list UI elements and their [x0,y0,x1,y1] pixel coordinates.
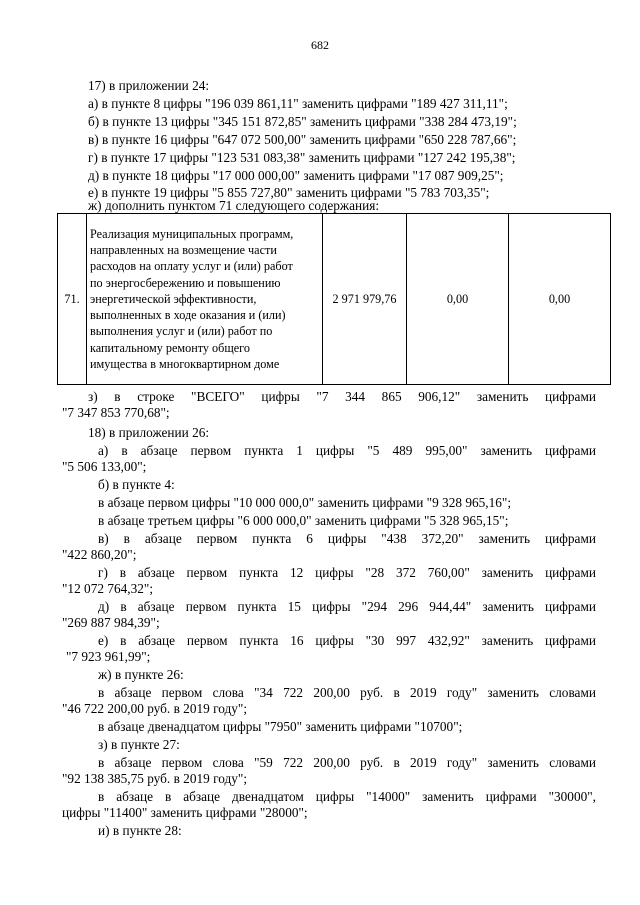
amendment-item: д) в пункте 18 цифры "17 000 000,00" заменить цифрами "17 087 909,25"; [88,168,504,183]
amendment-item: "422 860,20"; [62,547,137,562]
amendment-item: ж) дополнить пунктом 71 следующего содержания: [88,198,380,213]
row-number-cell: 71. [58,214,87,385]
amendment-item: в абзаце третьем цифры "6 000 000,0" заменить цифрами "5 328 965,15"; [98,513,509,528]
amendment-table [57,213,611,385]
row-value-cell: 0,00 [509,214,611,385]
vsego-line: "7 347 853 770,68"; [62,405,170,420]
row-value-cell: 0,00 [407,214,509,385]
row-name-line: расходов на оплату услуг и (или) работ [90,259,293,274]
row-name-line: имущества в многоквартирном доме [90,356,280,371]
amendment-item: е) в абзаце первом пункта 16 цифры "30 997 432,92" заменить цифрами [98,633,596,648]
amendment-item: цифры "11400" заменить цифрами "28000"; [62,805,308,820]
amendment-heading-18: 18) в приложении 26: [88,425,210,440]
amendment-item: в) в пункте 16 цифры "647 072 500,00" заменить цифрами "650 228 787,66"; [88,132,517,147]
amendment-item: в абзаце первом слова "34 722 200,00 руб. в 2019 году" заменить словами [98,685,596,700]
amendment-item: "5 506 133,00"; [62,459,147,474]
row-name-line: направленных на возмещение части [90,243,277,258]
amendment-item: в) в абзаце первом пункта 6 цифры "438 372,20" заменить цифрами [98,531,596,546]
amendment-item: г) в абзаце первом пункта 12 цифры "28 372 760,00" заменить цифрами [98,565,596,580]
amendment-item: в абзаце первом слова "59 722 200,00 руб. в 2019 году" заменить словами [98,755,596,770]
row-name-cell [87,214,323,385]
page-number: 682 [311,38,329,52]
amendment-item: "269 887 984,39"; [62,615,160,630]
amendment-item: "92 138 385,75 руб. в 2019 году"; [62,771,248,786]
amendment-item: б) в пункте 13 цифры "345 151 872,85" заменить цифрами "338 284 473,19"; [88,114,517,129]
amendment-item: г) в пункте 17 цифры "123 531 083,38" заменить цифрами "127 242 195,38"; [88,150,516,165]
amendment-heading-17: 17) в приложении 24: [88,78,210,93]
amendment-item: "7 923 961,99"; [66,649,151,664]
amendment-item: д) в абзаце первом пункта 15 цифры "294 296 944,44" заменить цифрами [98,599,596,614]
amendment-item: в абзаце в абзаце двенадцатом цифры "14000" заменить цифрами "30000", [98,789,596,804]
amendment-item: а) в пункте 8 цифры "196 039 861,11" заменить цифрами "189 427 311,11"; [88,96,508,111]
row-name-line: выполнения услуг и (или) работ по [90,324,273,339]
row-value-cell: 2 971 979,76 [323,214,407,385]
amendment-item: б) в пункте 4: [98,477,175,492]
row-name-line: капитальному ремонту общего [90,340,250,355]
row-name-line: выполненных в ходе оказания и (или) [90,308,286,323]
row-name-line: по энергосбережению и повышению [90,275,281,290]
vsego-line: з) в строке "ВСЕГО" цифры "7 344 865 906,12" заменить цифрами [88,389,596,404]
amendment-item: "46 722 200,00 руб. в 2019 году"; [62,701,248,716]
row-name-line: Реализация муниципальных программ, [90,227,294,242]
table-row [58,214,611,385]
row-name-line: энергетической эффективности, [90,291,257,306]
amendment-item: и) в пункте 28: [98,823,182,838]
amendment-item: е) в пункте 19 цифры "5 855 727,80" заменить цифрами "5 783 703,35"; [88,185,490,200]
amendment-item: в абзаце двенадцатом цифры "7950" заменить цифрами "10700"; [98,719,463,734]
amendment-item: в абзаце первом цифры "10 000 000,0" заменить цифрами "9 328 965,16"; [98,495,512,510]
amendment-item: а) в абзаце первом пункта 1 цифры "5 489 995,00" заменить цифрами [98,443,596,458]
amendment-item: ж) в пункте 26: [98,667,184,682]
amendment-item: "12 072 764,32"; [62,581,154,596]
amendment-item: з) в пункте 27: [98,737,180,752]
